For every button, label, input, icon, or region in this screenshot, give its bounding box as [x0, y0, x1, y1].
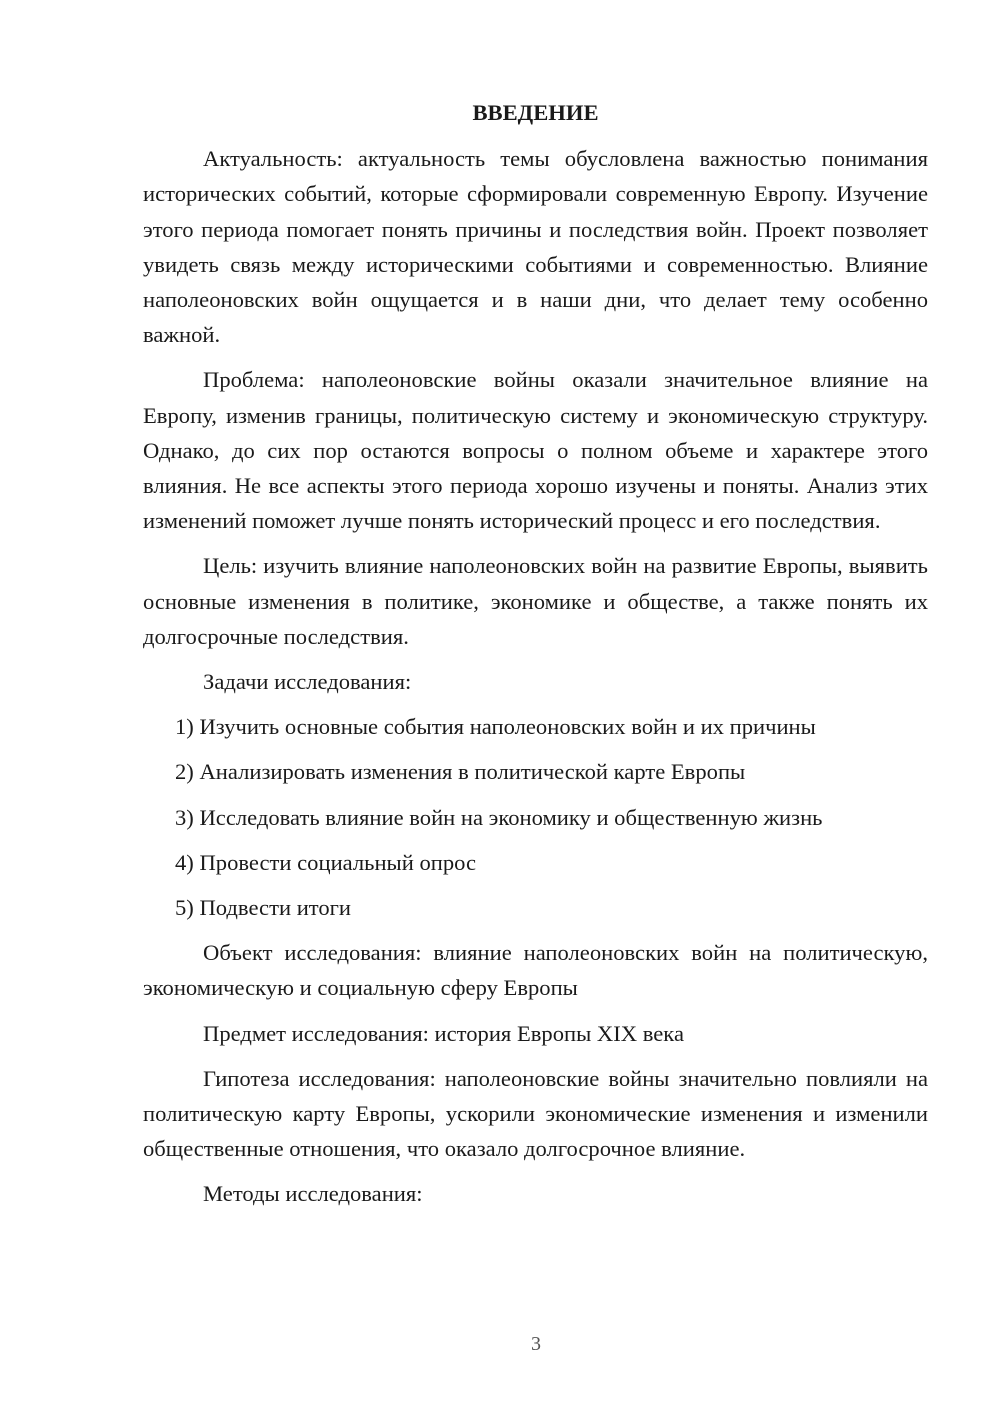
- page-content: [143, 95, 928, 1222]
- methods-title: Методы исследования:: [203, 1181, 423, 1207]
- task-item: 3) Исследовать влияние войн на экономику и общественную жизнь: [175, 804, 823, 830]
- object-paragraph: Объект исследования: влияние наполеоновских войн на политическую, экономическую и социальную сферу Европы: [143, 940, 928, 1001]
- tasks-list: [143, 709, 928, 925]
- tasks-title: Задачи исследования:: [203, 669, 412, 695]
- section-heading: ВВЕДЕНИЕ: [472, 100, 599, 125]
- task-item: 5) Подвести итоги: [175, 895, 352, 921]
- relevance-paragraph: Актуальность: актуальность темы обусловлена важностью понимания исторических событий, которые сформировали современную Европу. Изучение этого периода помогает понять причины и последствия войн. Проект позволяет увидеть связь между историческими событиями и современностью. Влияние наполеоновских войн ощущается и в наши дни, что делает тему особенно важной.: [143, 146, 928, 348]
- task-item: 1) Изучить основные события наполеоновских войн и их причины: [175, 714, 816, 740]
- subject-paragraph: Предмет исследования: история Европы XIX века: [203, 1020, 684, 1046]
- task-item: 2) Анализировать изменения в политической карте Европы: [175, 759, 746, 785]
- task-item: 4) Провести социальный опрос: [175, 849, 477, 875]
- goal-paragraph: Цель: изучить влияние наполеоновских войн на развитие Европы, выявить основные изменения в политике, экономике и обществе, а также понять их долгосрочные последствия.: [143, 553, 928, 649]
- page-number: 3: [531, 1333, 541, 1355]
- problem-paragraph: Проблема: наполеоновские войны оказали значительное влияние на Европу, изменив границы, политическую систему и экономическую структуру. Однако, до сих пор остаются вопросы о полном объеме и характере этого влияния. Не все аспекты этого периода хорошо изучены и поняты. Анализ этих изменений поможет лучше понять исторический процесс и его последствия.: [143, 367, 928, 534]
- hypothesis-paragraph: Гипотеза исследования: наполеоновские войны значительно повлияли на политическую карту Европы, ускорили экономические изменения и изменили общественные отношения, что оказало долгосрочное влияние.: [143, 1065, 928, 1162]
